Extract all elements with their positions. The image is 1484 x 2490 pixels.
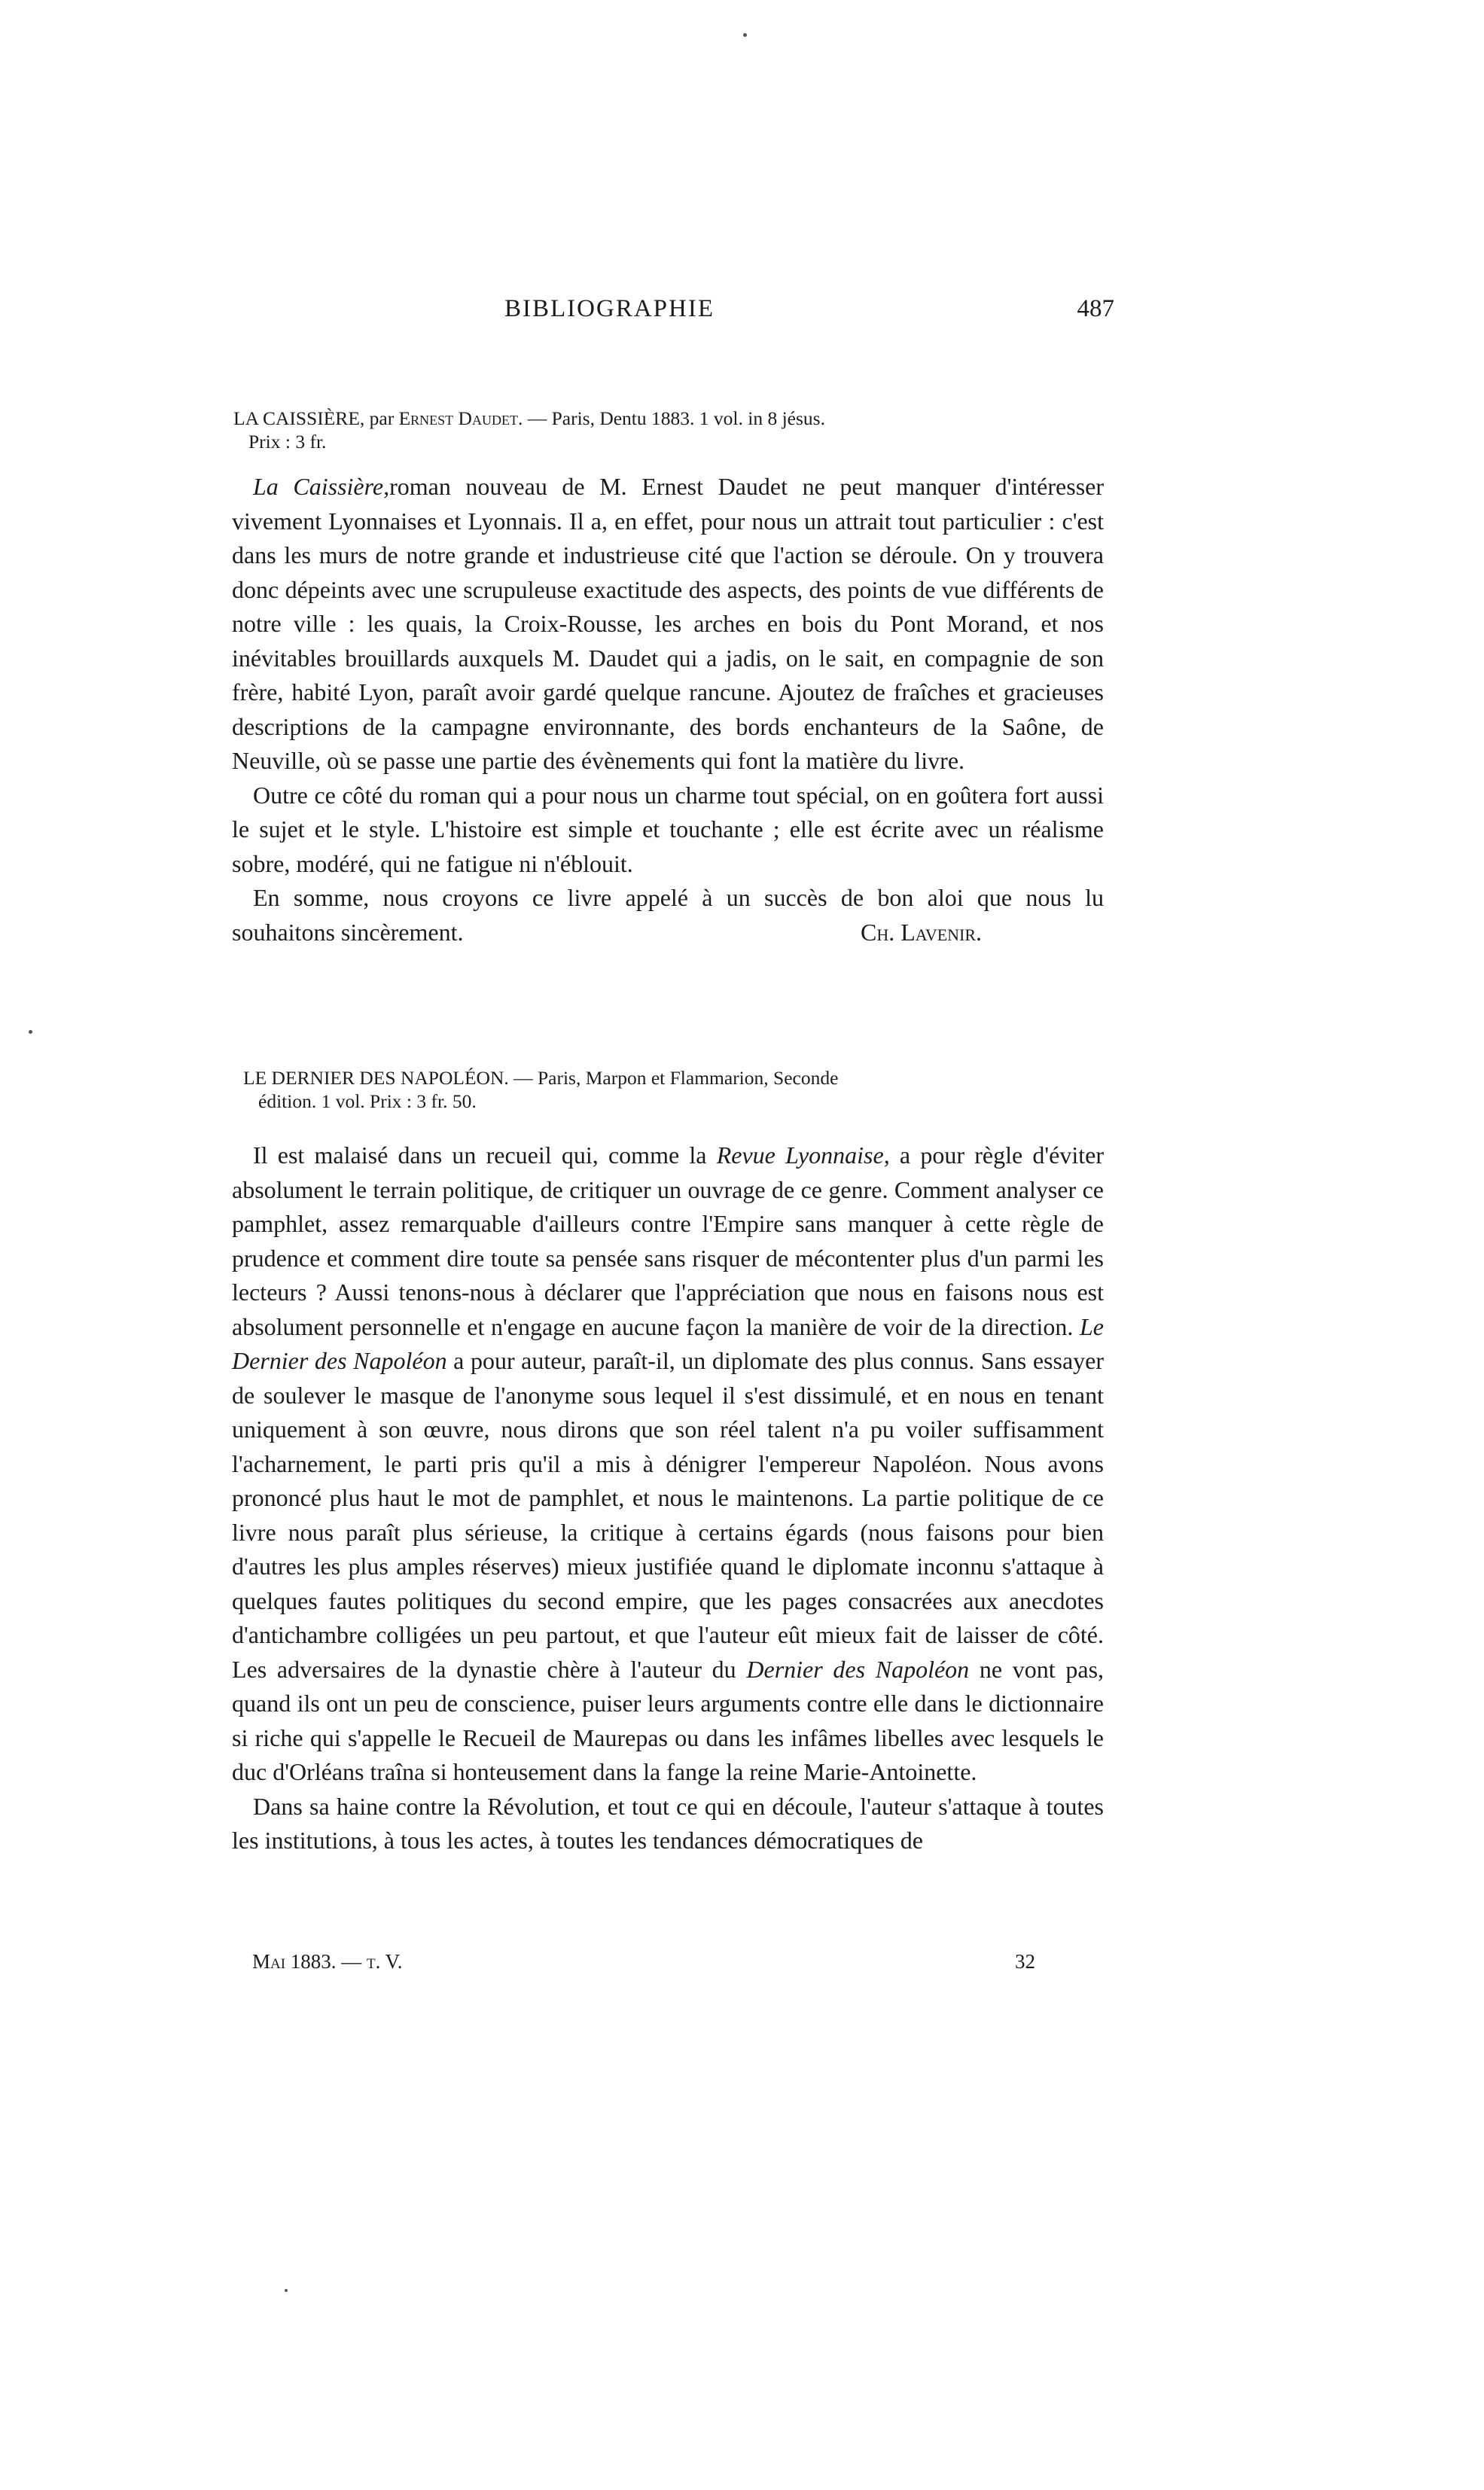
review1-paragraph-3: En somme, nous croyons ce livre appelé à un succès de bon aloi que nous lu — [253, 884, 1104, 911]
review2-citation-line2: édition. 1 vol. Prix : 3 fr. 50. — [258, 1090, 477, 1112]
review1-citation-price: Prix : 3 fr. — [248, 431, 327, 453]
review2-citation — [243, 1066, 1102, 1113]
ink-speck — [285, 2289, 288, 2292]
review2-book-title: Le Dernier des Napoléon — [232, 1312, 1104, 1374]
review1-citation-line1: LA CAISSIÈRE, par Ernest Daudet. — Paris, Dentu 1883. 1 vol. in 8 jésus. — [233, 407, 825, 429]
ink-speck — [743, 33, 747, 37]
review1-book-title: La Caissière, — [253, 473, 390, 500]
review2-paragraph-2: Dans sa haine contre la Révolution, et tout ce qui en découle, l'auteur s'attaque à toutes les institutions, à tous les actes, à toutes les tendances démocratiques de — [232, 1792, 1104, 1854]
review1-closing-text: souhaitons sincèrement. — [232, 918, 464, 946]
review1-signature: Ch. Lavenir. — [861, 918, 983, 946]
footer-issue: Mai 1883. — t. V. — [252, 1950, 403, 1973]
review1-paragraph-1: La Caissière,roman nouveau de M. Ernest Daudet ne peut manquer d'intéresser vivement Lyonnaises et Lyonnais. Il a, en effet, pour nous un attrait tout particulier : c'est dans les murs de notre grande et industrieuse cité que l'action se déroule. On y trouvera donc dépeints avec une scrupuleuse exactitude des aspects, des points de vue différents de notre ville : les quais, la Croix-Rousse, les arches en bois du Pont Morand, et nos inévitables brouillards auxquels M. Daudet qui a jadis, on le sait, en compagnie de son frère, habité Lyon, paraît avoir gardé quelque rancune. Ajoutez de fraîches et gracieuses descriptions de la campagne environnante, des bords enchanteurs de la Saône, de Neuville, où se passe une partie des évènements qui font la matière du livre. — [232, 473, 1105, 774]
signature-mark: 32 — [1015, 1950, 1035, 1973]
ink-speck — [29, 1030, 32, 1034]
running-title: BIBLIOGRAPHIE — [504, 295, 715, 322]
review2-body — [232, 1138, 1104, 1858]
review2-paragraph-1: Il est malaisé dans un recueil qui, comme la Revue Lyonnaise, a pour règle d'éviter absolument le terrain politique, de critiquer un ouvrage de ce genre. Comment analyser ce pamphlet, assez remarquable d'ailleurs contre l'Empire sans manquer à cette règle de prudence et comment dire toute sa pensée sans risquer de mécontenter plus d'un parmi les lecteurs ? Aussi tenons-nous à déclarer que l'appréciation que nous en faisons nous est absolument personnelle et n'engage en aucune façon la manière de voir de la direction. Le Dernier des Napoléon a pour auteur, paraît-il, un diplomate des plus connus. Sans essayer de soulever le masque de l'anonyme sous lequel il s'est dissimulé, et en nous en tenant uniquement à son œuvre, nous dirons que son réel talent n'a pu voiler suffisamment l'acharnement, le parti pris qu'il a mis à dénigrer l'empereur Napoléon. Nous avons prononcé plus haut le mot de pamphlet, et nous le maintenons. La partie politique de ce livre nous paraît plus sérieuse, la critique à certains égards (nous faisons pour bien d'autres les plus amples réserves) mieux justifiée quand le diplomate inconnu s'attaque à quelques fautes politiques du second empire, que les pages consacrées aux anecdotes d'antichambre colligées un peu partout, et que l'auteur eût mieux fait de laisser de côté. Les adversaires de la dynastie chère à l'auteur du Dernier des Napoléon ne vont pas, quand ils ont un peu de conscience, puiser leurs arguments contre elle dans le dictionnaire si riche qui s'appelle le Recueil de Maurepas ou dans les infâmes libelles avec lesquels le duc d'Orléans traîna si honteusement dans la fange la reine Marie-Antoinette. — [232, 1141, 1105, 1785]
review1-citation — [233, 407, 1092, 453]
review1-citation-author: Ernest Daudet — [398, 407, 518, 429]
review1-closing-line — [232, 916, 1104, 949]
page-footer — [252, 1950, 1035, 1980]
review2-journal-title: Revue Lyonnaise — [716, 1141, 884, 1169]
page-number: 487 — [1077, 295, 1114, 322]
running-head — [181, 295, 1114, 333]
review2-book-title-ref: Dernier des Napoléon — [746, 1655, 970, 1683]
review2-citation-line1: LE DERNIER DES NAPOLÉON. — Paris, Marpon et Flammarion, Seconde — [243, 1067, 839, 1089]
review1-body — [232, 470, 1104, 949]
review1-paragraph-2: Outre ce côté du roman qui a pour nous un charme tout spécial, on en goûtera fort aussi le sujet et le style. L'histoire est simple et touchante ; elle est écrite avec un réalisme sobre, modéré, qui ne fatigue ni n'éblouit. — [232, 781, 1104, 877]
